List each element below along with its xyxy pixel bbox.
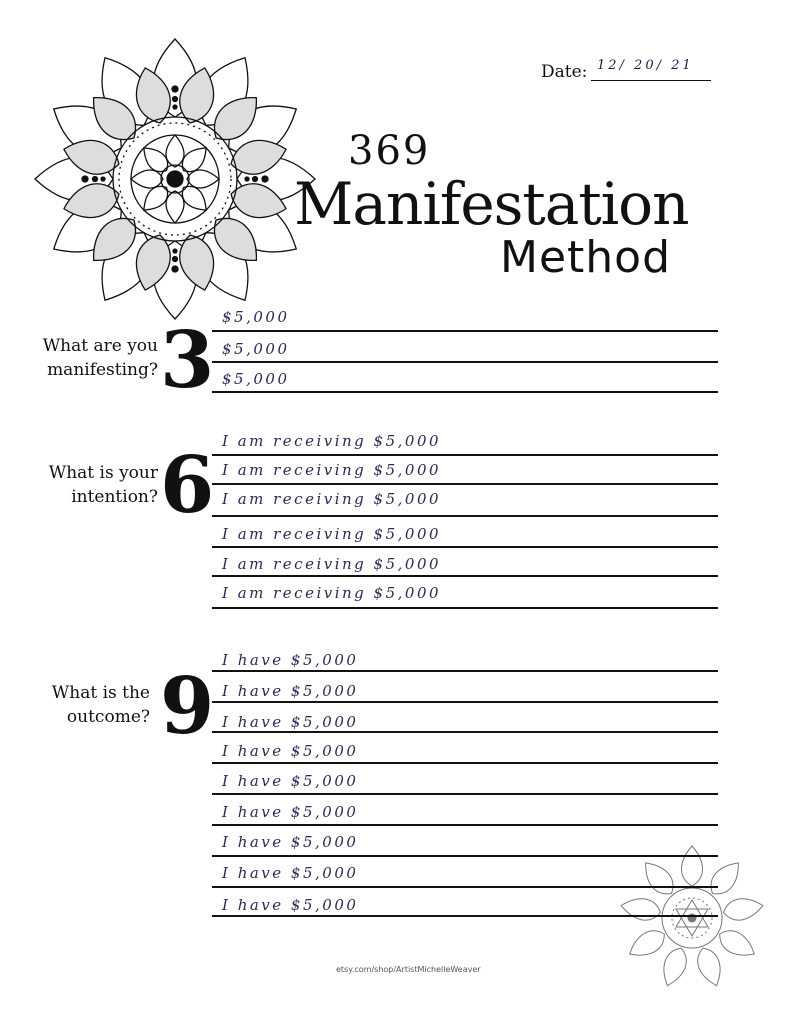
- question-manifesting: [8, 334, 158, 382]
- entry-9-1[interactable]: I have $5,000: [222, 651, 359, 669]
- writing-line: [212, 575, 718, 577]
- question-line: intention?: [71, 487, 158, 507]
- date-underline: [591, 80, 711, 81]
- entry-9-4[interactable]: I have $5,000: [222, 742, 359, 760]
- entry-9-8[interactable]: I have $5,000: [222, 864, 359, 882]
- question-line: manifesting?: [47, 360, 158, 380]
- writing-line: [212, 607, 718, 609]
- writing-line: [212, 361, 718, 363]
- section-number-6: 6: [160, 440, 215, 531]
- entry-9-5[interactable]: I have $5,000: [222, 772, 359, 790]
- question-line: What is the: [51, 683, 150, 703]
- writing-line: [212, 391, 718, 393]
- writing-line: [212, 515, 718, 517]
- entry-3-3[interactable]: $5,000: [222, 370, 290, 388]
- entry-6-1[interactable]: I am receiving $5,000: [222, 432, 442, 450]
- question-intention: [8, 461, 158, 509]
- page-title: Manifestation: [294, 170, 689, 238]
- title-number: 369: [348, 128, 431, 174]
- question-line: What is your: [48, 463, 158, 483]
- writing-line: [212, 483, 718, 485]
- page-subtitle: Method: [500, 232, 672, 283]
- writing-line: [212, 824, 718, 826]
- writing-line: [212, 762, 718, 764]
- writing-line: [212, 886, 718, 888]
- footer-credit: etsy.com/shop/ArtistMichelleWeaver: [336, 965, 481, 974]
- section-number-3: 3: [160, 315, 215, 406]
- writing-line: [212, 731, 718, 733]
- date-label: Date:: [541, 62, 588, 82]
- date-value[interactable]: 12/ 20/ 21: [597, 58, 694, 73]
- entry-9-6[interactable]: I have $5,000: [222, 803, 359, 821]
- mandala-small-icon: [612, 838, 772, 998]
- writing-line: [212, 855, 718, 857]
- section-number-9: 9: [160, 661, 215, 752]
- entry-3-2[interactable]: $5,000: [222, 340, 290, 358]
- entry-6-4[interactable]: I am receiving $5,000: [222, 525, 442, 543]
- entry-9-7[interactable]: I have $5,000: [222, 833, 359, 851]
- writing-line: [212, 546, 718, 548]
- writing-line: [212, 670, 718, 672]
- entry-6-5[interactable]: I am receiving $5,000: [222, 555, 442, 573]
- entry-6-3[interactable]: I am receiving $5,000: [222, 490, 442, 508]
- writing-line: [212, 454, 718, 456]
- writing-line: [212, 330, 718, 332]
- entry-9-2[interactable]: I have $5,000: [222, 682, 359, 700]
- writing-line: [212, 793, 718, 795]
- entry-6-2[interactable]: I am receiving $5,000: [222, 461, 442, 479]
- writing-line: [212, 915, 718, 917]
- entry-9-3[interactable]: I have $5,000: [222, 713, 359, 731]
- writing-line: [212, 701, 718, 703]
- mandala-large-icon: [30, 34, 320, 324]
- entry-9-9[interactable]: I have $5,000: [222, 896, 359, 914]
- entry-6-6[interactable]: I am receiving $5,000: [222, 584, 442, 602]
- question-line: outcome?: [66, 707, 150, 727]
- question-line: What are you: [42, 336, 158, 356]
- entry-3-1[interactable]: $5,000: [222, 308, 290, 326]
- date-field[interactable]: [541, 58, 711, 84]
- question-outcome: [0, 681, 150, 729]
